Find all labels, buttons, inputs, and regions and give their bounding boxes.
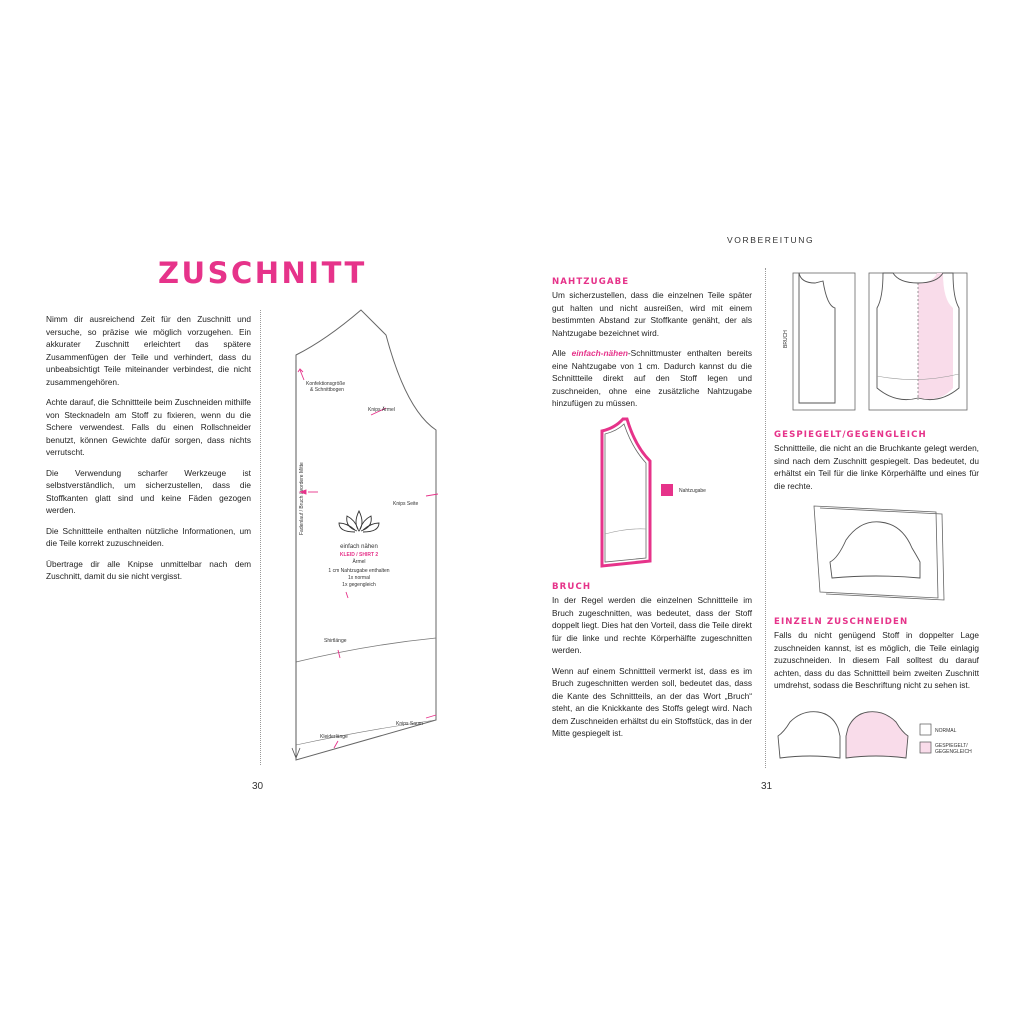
page-number-right: 31 <box>761 781 773 792</box>
label-cut1: 1x normal <box>348 575 370 581</box>
bruch-label: BRUCH <box>783 330 789 348</box>
label-shirt: Shirtlänge <box>324 638 347 644</box>
legend-mirror-label-2: GEGENGLEICH <box>935 749 972 755</box>
legend-normal-swatch <box>920 724 931 735</box>
nahtzugabe-p2: Alle einfach-nähen-Schnittmuster enthalten bereits eine Nahtzugabe von 1 cm. Dadurch kannst du die Schnittteile direkt auf den Stoff legen und zuschneiden, ohne eine zusätzliche Nahtzugabe hinzufügen zu müssen. <box>552 348 753 408</box>
label-nz: 1 cm Nahtzugabe enthalten <box>328 568 390 574</box>
einzeln-section <box>774 617 979 700</box>
page-title: ZUSCHNITT <box>158 256 367 290</box>
seam-legend-label: Nahtzugabe <box>679 488 706 494</box>
lotus-logo <box>339 511 379 532</box>
intro-text <box>46 313 251 591</box>
label-bogen: & Schnittbogen <box>310 387 344 393</box>
section-header: VORBEREITUNG <box>727 235 815 245</box>
bruch-heading: BRUCH <box>552 582 592 592</box>
bruch-section <box>552 582 752 748</box>
column-divider-right <box>765 268 766 768</box>
label-piece: Ärmel <box>352 559 366 565</box>
gespiegelt-p1: Schnittteile, die nicht an die Bruchkante gelegt werden, sind nach dem Zuschnitt gespiegelt. Das bedeutet, du erhältst ein Teil für die linke Körperhälfte und eines für die rechte. <box>774 443 979 491</box>
bruch-p2: Wenn auf einem Schnittteil vermerkt ist, dass es im Bruch zugeschnitten werden soll, bedeutet das, dass die Kante des Schnittteils, an der das Wort „Bruch“ steht, an die Knickkante des Stoffs gelegt wird. Nach dem Zuschneiden erhältst du ein Stoffstück, das in der Mitte gespiegelt ist. <box>552 665 753 738</box>
single-cut-diagram <box>774 706 984 768</box>
legend-normal-label: NORMAL <box>935 728 957 734</box>
label-cut2: 1x gegengleich <box>342 582 376 588</box>
sleeve-pattern-diagram <box>286 300 456 770</box>
label-knips-armel: Knips Ärmel <box>368 407 395 413</box>
nahtzugabe-p1: Um sicherzustellen, dass die einzelnen Teile später gut halten und nicht ausreißen, wird mit einem bestimmten Abstand zur Stoffkante genäht, der als Nahtzugabe bezeichnet wird. <box>552 290 752 338</box>
mirrored-sleeve-diagram <box>810 500 950 608</box>
label-knips-saum: Knips Saum <box>396 721 423 727</box>
paragraph: Übertrage dir alle Knipse unmittelbar nach dem Zuschnitt, damit du sie nicht vergisst. <box>46 558 251 581</box>
paragraph: Die Verwendung scharfer Werkzeuge ist selbstverständlich, um sicherzustellen, dass die Stoffkanten glatt sind und keine Fäden gezogen werden. <box>46 467 251 515</box>
gespiegelt-section <box>774 430 979 500</box>
gespiegelt-heading: GESPIEGELT/GEGENGLEICH <box>774 430 927 440</box>
page-number-left: 30 <box>252 781 264 792</box>
label-knips-seite: Knips Seite <box>393 501 419 507</box>
einzeln-heading: EINZELN ZUSCHNEIDEN <box>774 617 909 627</box>
legend-mirror-label-1: GESPIEGELT/ <box>935 743 968 749</box>
label-size: Konfektionsgröße <box>306 381 346 387</box>
label-brand: einfach nähen <box>340 544 378 550</box>
paragraph: Achte darauf, die Schnittteile beim Zuschneiden mithilfe von Stecknadeln am Stoff zu fixieren, wenn du die Schere verwendest. Falls du einen Rollschneider benutzt, können Gewichte dafür sorgen, dass nichts verrutscht. <box>46 397 251 457</box>
column-divider <box>260 310 261 765</box>
seam-legend-swatch <box>661 484 673 496</box>
label-fadenlauf: Fadenlauf / Bruch / vordere Mitte <box>299 462 305 535</box>
bruch-p1: In der Regel werden die einzelnen Schnittteile im Bruch zugeschnitten, was bedeutet, dass der Stoff doppelt liegt. Dies hat den Vorteil, dass die Teile direkt für die linke und rechte Körperhälfte zugeschnitten werden. <box>552 595 752 655</box>
paragraph: Die Schnittteile enthalten nützliche Informationen, um die Teile korrekt zuzuschneiden. <box>46 525 251 548</box>
einzeln-p1: Falls du nicht genügend Stoff in doppelter Lage zuschneiden kannst, ist es möglich, die Teile einlagig zuzuschneiden. In diesem Fall solltest du darauf achten, dass du das Schnittteil beim zweiten Zuschnitt umdrehst, sodass die Beschriftung nicht zu sehen ist. <box>774 630 979 690</box>
nahtzugabe-heading: NAHTZUGABE <box>552 277 630 287</box>
paragraph: Nimm dir ausreichend Zeit für den Zuschnitt und versuche, so präzise wie möglich vorzugehen. Ein akkurater Zuschnitt erleichtert das spätere Zusammenfügen der Teile und verhindert, dass du unbeabsichtigt Teile miteinander verbindest, die nicht zusammengehören. <box>46 314 251 387</box>
legend-mirror-swatch <box>920 742 931 753</box>
label-kleid: Kleiderlänge <box>320 734 348 740</box>
seam-allowance-diagram <box>595 416 725 571</box>
fold-diagrams <box>775 268 975 416</box>
label-model: KLEID / SHIRT 2 <box>339 552 379 558</box>
nahtzugabe-section <box>552 277 752 418</box>
